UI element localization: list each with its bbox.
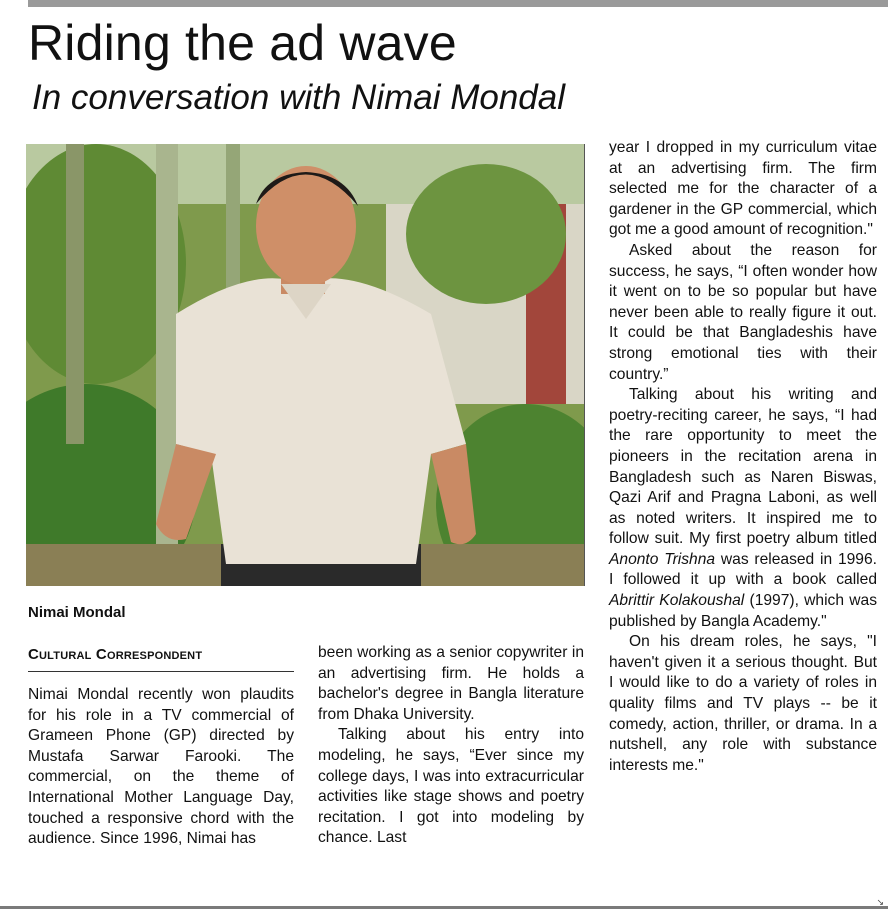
paragraph xyxy=(609,385,877,632)
paragraph: On his dream roles, he says, "I haven't given it a serious thought. But I would like to do a variety of roles in quality films and TV plays -- be it comedy, action, thriller, or drama. In a nutshell, any role with substance interests me." xyxy=(609,633,877,774)
paragraph-text: was released in 1996. I followed it up with a book called xyxy=(609,550,877,589)
paragraph: Asked about the reason for success, he says, “I often wonder how it went on to be so popular but have never been able to really figure it out. It could be that Bangladeshis have strong emotional ties with their country.” xyxy=(609,241,877,383)
byline: Cultural Correspondent xyxy=(28,646,203,663)
article-column-1 xyxy=(28,685,294,850)
byline-rule xyxy=(28,671,294,672)
headline: Riding the ad wave xyxy=(28,15,457,71)
book-title: Abrittir Kolakoushal xyxy=(609,592,745,610)
corner-mark-icon: ↘ xyxy=(876,897,884,907)
article-column-3 xyxy=(609,138,877,776)
album-title: Anonto Trishna xyxy=(609,550,716,568)
portrait-photo xyxy=(26,144,585,586)
paragraph-text: (1997), which was published by Bangla Academy." xyxy=(609,592,877,630)
paragraph: been working as a senior copywriter in an advertising firm. He holds a bachelor's degree in Bangla literature from Dhaka University. xyxy=(318,644,584,723)
bottom-rule xyxy=(0,906,888,909)
paragraph: year I dropped in my curriculum vitae at an advertising firm. The firm selected me for the character of a gardener in the GP commercial, which got me a good amount of recognition." xyxy=(609,139,877,239)
article-column-2 xyxy=(318,643,584,849)
paragraph-text: Talking about his writing and poetry-reciting career, he says, “I had the rare opportunity to meet the pioneers in the recitation arena in Bangladesh such as Naren Biswas, Qazi Arif and Pragna Laboni, as well as noted writers. It inspired me to follow suit. My first poetry album titled xyxy=(609,386,877,548)
paragraph: Talking about his entry into modeling, he says, “Ever since my college days, I was into extracurricular activities like stage shows and poetry recitation. I got into modeling by chance. Last xyxy=(318,726,584,847)
photo-caption: Nimai Mondal xyxy=(28,604,126,621)
top-rule xyxy=(28,0,888,7)
paragraph: Nimai Mondal recently won plaudits for his role in a TV commercial of Grameen Phone (GP) directed by Mustafa Sarwar Farooki. The commercial, on the theme of International Mother Language Day, touched a responsive chord with the audience. Since 1996, Nimai has xyxy=(28,686,294,848)
subhead: In conversation with Nimai Mondal xyxy=(32,78,566,117)
